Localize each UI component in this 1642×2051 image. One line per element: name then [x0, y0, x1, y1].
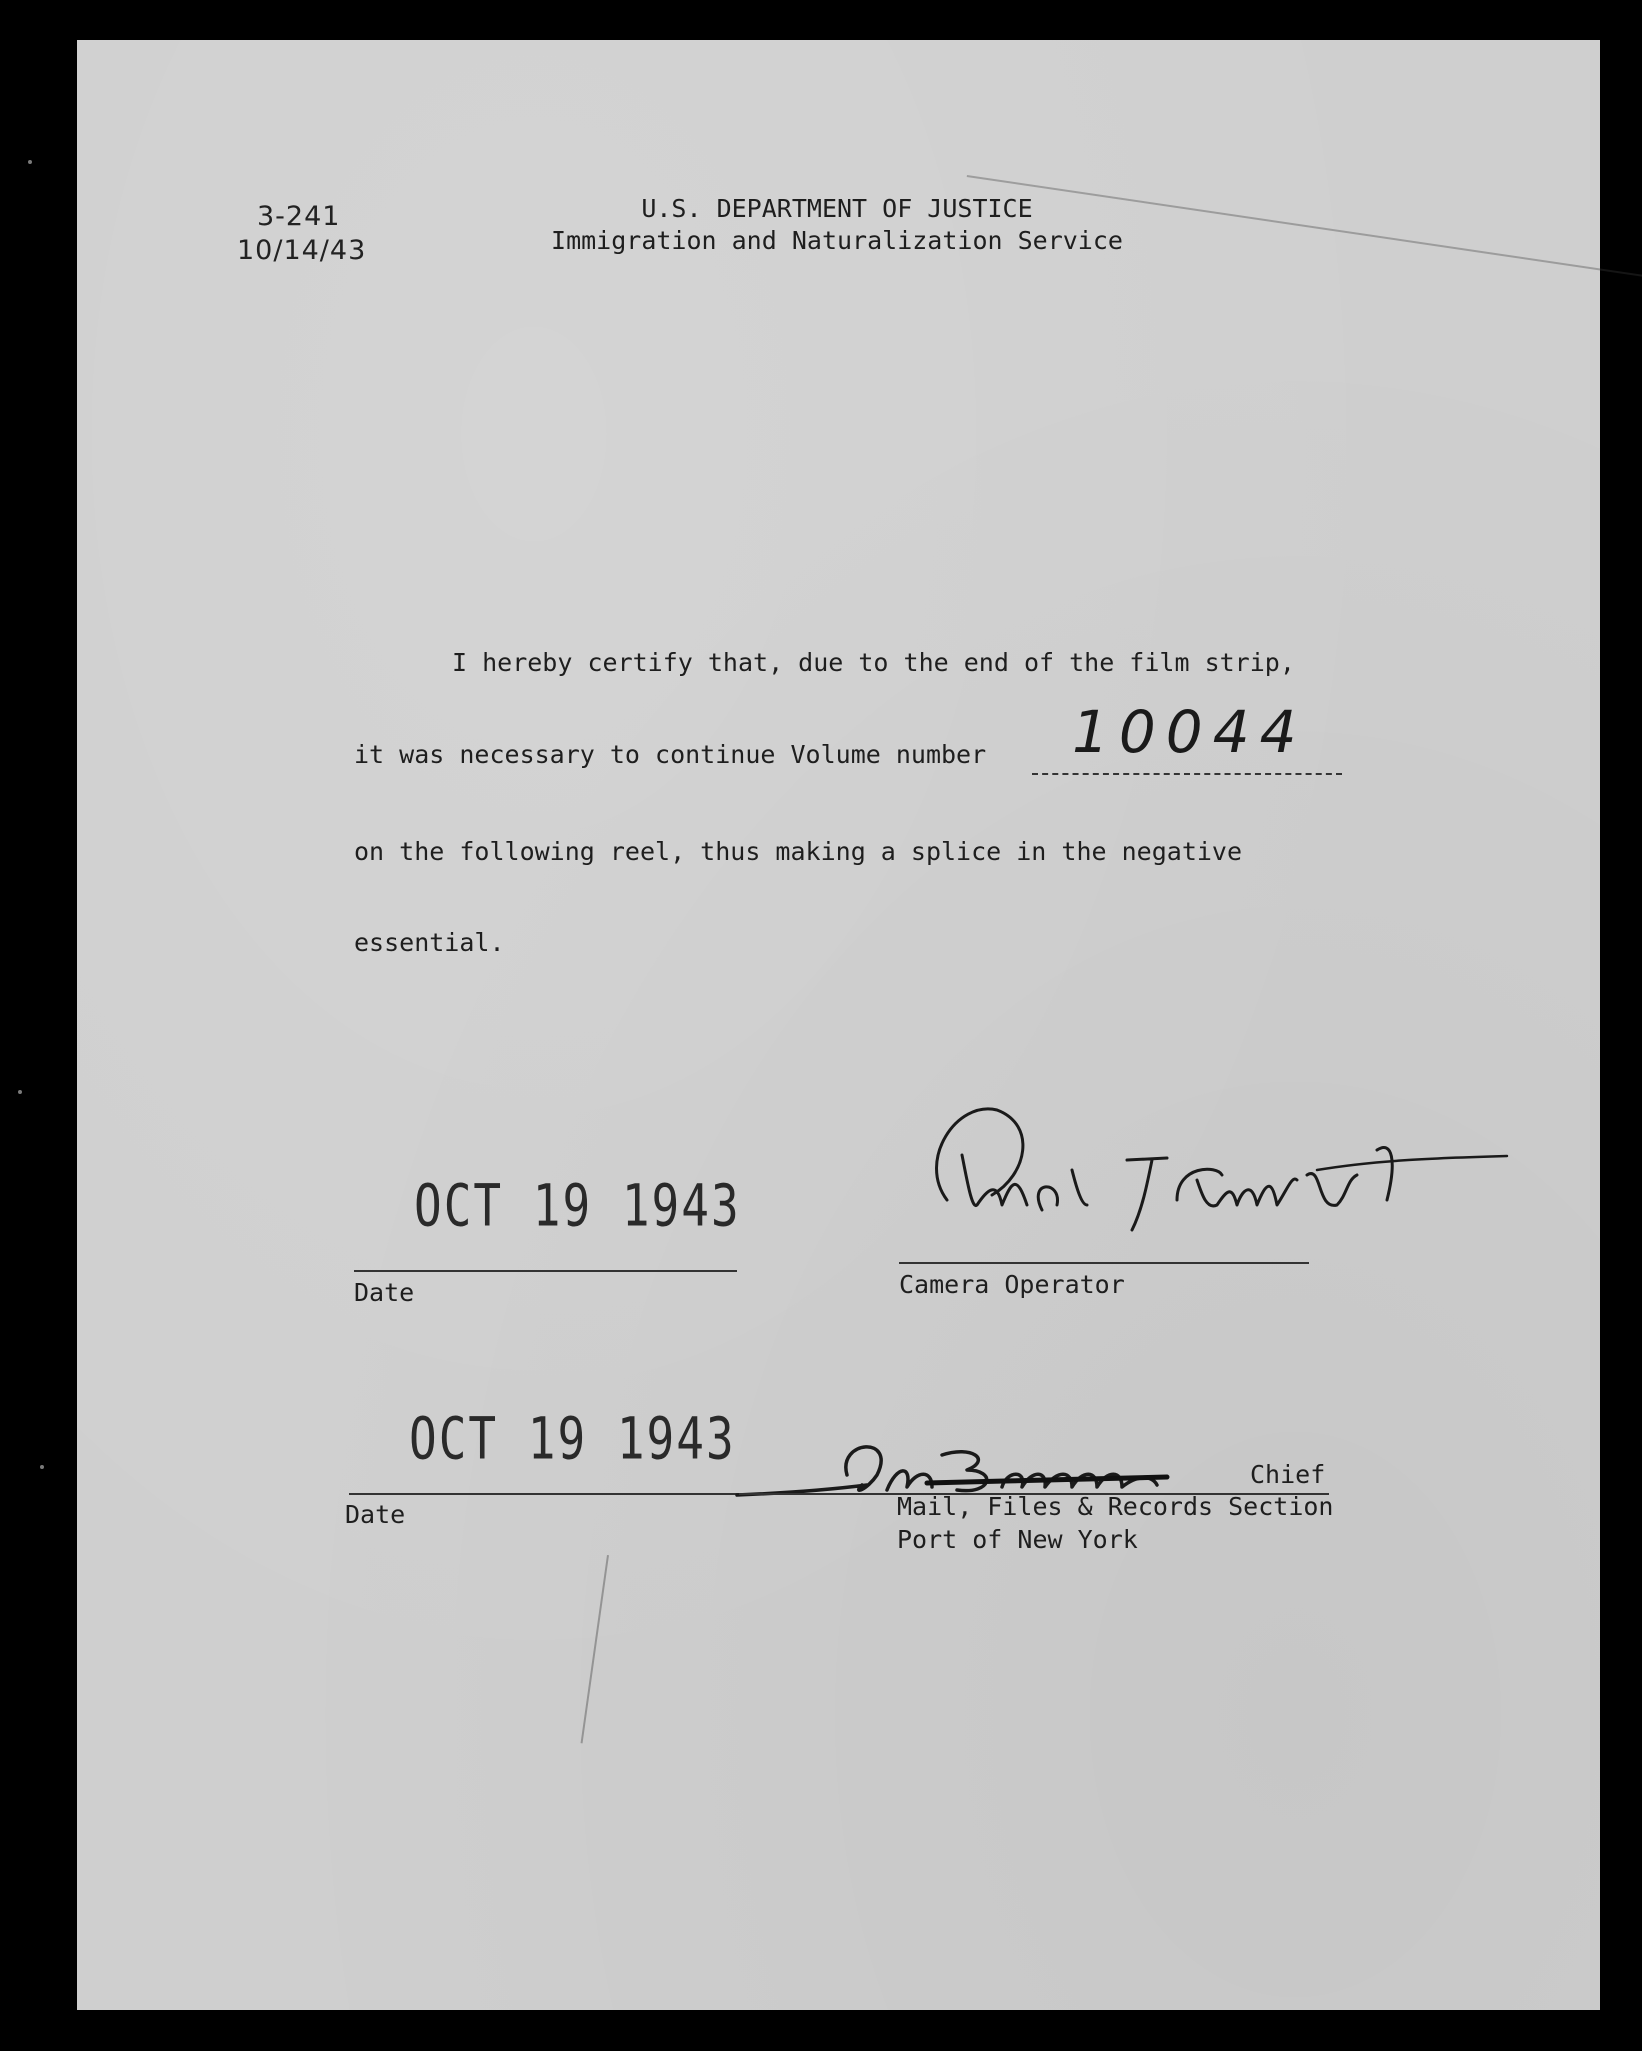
- certificate-line-4: essential.: [354, 928, 505, 957]
- mail-files-records-section: Mail, Files & Records Section: [897, 1492, 1334, 1521]
- date-stamp-camera-operator: OCT 19 1943: [414, 1171, 741, 1239]
- form-number: 3-241: [257, 201, 341, 232]
- signature-line-camera-operator: [899, 1262, 1309, 1264]
- camera-operator-signature: [877, 1080, 1517, 1260]
- date-label-chief: Date: [345, 1500, 406, 1529]
- certificate-line-2: it was necessary to continue Volume number: [354, 740, 987, 769]
- form-date: 10/14/43: [237, 235, 367, 266]
- department-name: U.S. DEPARTMENT OF JUSTICE: [641, 194, 1033, 223]
- date-line-camera-operator: [354, 1270, 737, 1272]
- camera-operator-title: Camera Operator: [899, 1270, 1125, 1299]
- service-name: Immigration and Naturalization Service: [551, 226, 1123, 255]
- border-speck: [28, 160, 32, 164]
- port-of-new-york: Port of New York: [897, 1525, 1138, 1554]
- document-page: [77, 40, 1600, 2010]
- border-speck: [18, 1090, 22, 1094]
- date-line-chief: [349, 1493, 739, 1495]
- volume-number-blank: [1032, 773, 1342, 775]
- form-number-block: [237, 200, 457, 268]
- chief-title: Chief: [1250, 1460, 1326, 1489]
- certificate-line-3: on the following reel, thus making a splice in the negative: [354, 837, 1243, 866]
- date-label-camera-operator: Date: [354, 1278, 415, 1307]
- border-speck: [40, 1465, 44, 1469]
- certificate-line-1: I hereby certify that, due to the end of the film strip,: [452, 648, 1295, 677]
- volume-number-handwritten: 10044: [1072, 698, 1307, 766]
- paper-scratch: [581, 1555, 609, 1743]
- date-stamp-chief: OCT 19 1943: [409, 1404, 736, 1472]
- letterhead: [427, 193, 1247, 257]
